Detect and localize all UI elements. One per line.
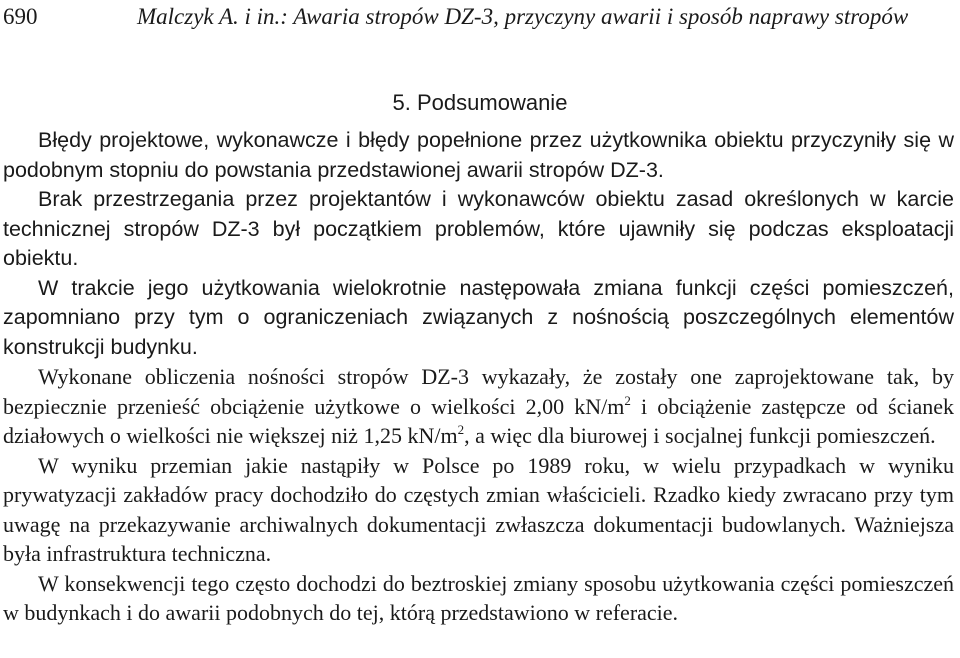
paragraph-1: Błędy projektowe, wykonawcze i błędy popełnione przez użytkownika obiektu przyczyniły się w podobnym stopniu do powstania przedstawionej awarii stropów DZ-3.: [3, 128, 954, 182]
body-text: [3, 126, 954, 628]
paragraph-4-part-2: i obciążenie zastępcze od ścianek działowych o wielkości nie większej niż 1,25 kN/m: [3, 393, 954, 448]
paragraph-4-part-1: Wykonane obliczenia nośności stropów DZ-3 wykazały, że zostały one zaprojektowane tak, by bezpiecznie przenieść obciążenie użytkowe o wielkości 2,00 kN/m: [3, 364, 954, 419]
running-title: Malczyk A. i in.: Awaria stropów DZ-3, przyczyny awarii i sposób naprawy stropów: [137, 4, 909, 29]
paragraph-3: W trakcie jego użytkowania wielokrotnie następowała zmiana funkcji części pomieszczeń, zapomniano przy tym o ograniczeniach związanych z nośnością poszczególnych elementów konstrukcji budynku.: [3, 275, 954, 359]
paragraph-4-part-3: , a więc dla biurowej i socjalnej funkcji pomieszczeń.: [464, 423, 936, 448]
section-heading: 5. Podsumowanie: [392, 90, 568, 115]
page-number: 690: [3, 4, 38, 29]
superscript-exponent: 2: [457, 422, 465, 437]
running-header: [3, 0, 953, 36]
superscript-exponent: 2: [624, 392, 631, 408]
paragraph-5: W wyniku przemian jakie nastąpiły w Polsce po 1989 roku, w wielu przypadkach w wyniku prywatyzacji zakładów pracy dochodziło do częstych zmian właścicieli. Rzadko kiedy zwracano przy tym uwagę na przekazywanie archiwalnych dokumentacji zwłaszcza dokumentacji budowlanych. Ważniejsza była infrastruktura techniczna.: [3, 452, 954, 566]
paragraph-4: [3, 362, 954, 451]
paragraph-2: Brak przestrzegania przez projektantów i wykonawców obiektu zasad określonych w karcie technicznej stropów DZ-3 był początkiem problemów, które ujawniły się podczas eksploatacji obiektu.: [3, 187, 954, 270]
paragraph-6: W konsekwencji tego często dochodzi do beztroskiej zmiany sposobu użytkowania części pomieszczeń w budynkach i do awarii podobnych do tej, którą przedstawiono w referacie.: [3, 570, 954, 625]
